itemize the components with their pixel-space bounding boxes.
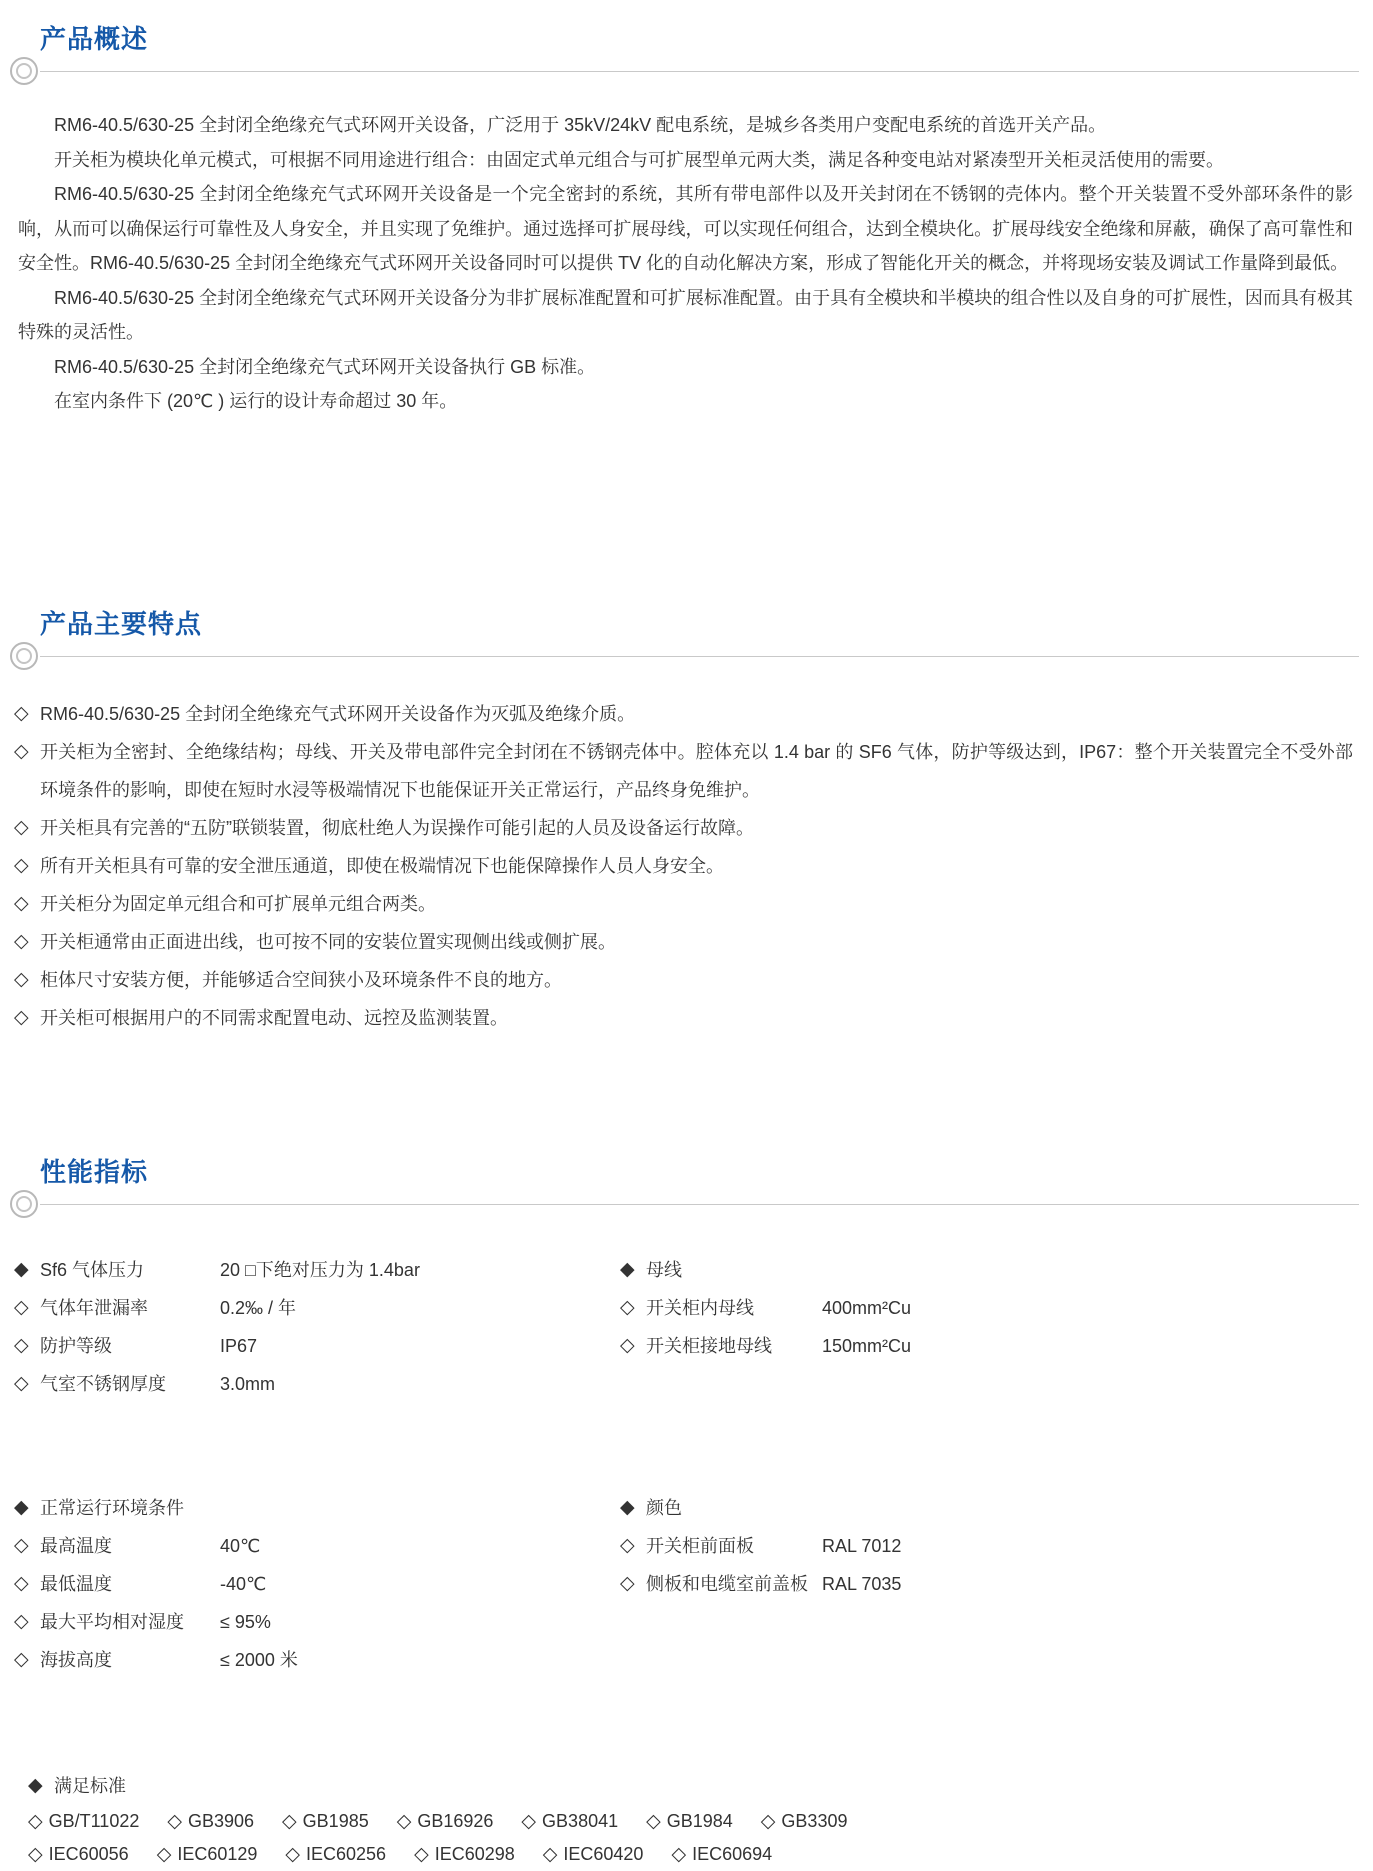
spec-row bbox=[620, 1289, 1353, 1327]
hollow-diamond-icon: ◇ bbox=[167, 1810, 182, 1832]
section-divider-line bbox=[40, 71, 1359, 72]
spec-row bbox=[620, 1527, 1353, 1565]
standard-item bbox=[167, 1805, 254, 1838]
spec-col-gas bbox=[14, 1251, 620, 1403]
spec-value: 400mm²Cu bbox=[822, 1297, 912, 1318]
hollow-diamond-icon: ◇ bbox=[14, 1610, 29, 1632]
standard-code: GB/T11022 bbox=[48, 1810, 140, 1831]
hollow-diamond-icon: ◇ bbox=[14, 1648, 29, 1670]
hollow-diamond-icon: ◇ bbox=[28, 1843, 43, 1865]
spec-value: 150mm²Cu bbox=[822, 1335, 912, 1356]
spec-value: 20 □下绝对压力为 1.4bar bbox=[220, 1259, 420, 1280]
spec-row bbox=[14, 1489, 620, 1527]
feature-item bbox=[14, 733, 1353, 809]
spec-value: 40℃ bbox=[220, 1535, 261, 1556]
spec-value bbox=[822, 1489, 1353, 1527]
hollow-diamond-icon: ◇ bbox=[14, 1334, 29, 1356]
hollow-diamond-icon: ◇ bbox=[14, 1372, 29, 1394]
standards-header-label: 满足标准 bbox=[54, 1775, 126, 1796]
standard-item bbox=[646, 1805, 733, 1838]
spec-label: 正常运行环境条件 bbox=[40, 1497, 184, 1518]
spec-row bbox=[620, 1565, 1353, 1603]
section-performance-specs bbox=[0, 1155, 1373, 1871]
filled-diamond-icon: ◆ bbox=[14, 1258, 29, 1280]
standards-row bbox=[28, 1805, 1333, 1838]
standard-code: IEC60298 bbox=[434, 1843, 515, 1864]
section-divider-line bbox=[40, 1204, 1359, 1205]
standards-header bbox=[28, 1767, 1333, 1805]
section-product-overview bbox=[0, 0, 1373, 419]
spec-value: ≤ 2000 米 bbox=[220, 1649, 298, 1670]
feature-item bbox=[14, 809, 1353, 847]
standard-code: GB3309 bbox=[781, 1810, 848, 1831]
standard-code: IEC60056 bbox=[48, 1843, 129, 1864]
features-section-header bbox=[0, 607, 1373, 673]
overview-paragraph: 开关柜为模块化单元模式，可根据不同用途进行组合：由固定式单元组合与可扩展型单元两大类，满足各种变电站对紧凑型开关柜灵活使用的需要。 bbox=[54, 149, 1224, 170]
spec-row bbox=[620, 1327, 1353, 1365]
spec-row bbox=[14, 1327, 620, 1365]
hollow-diamond-icon: ◇ bbox=[521, 1810, 537, 1832]
features-rule bbox=[0, 641, 1373, 673]
spec-row bbox=[620, 1251, 1353, 1289]
specs-section-header bbox=[0, 1155, 1373, 1221]
section-ring-icon bbox=[10, 1190, 38, 1218]
feature-item bbox=[14, 961, 1353, 999]
hollow-diamond-icon: ◇ bbox=[620, 1534, 635, 1556]
hollow-diamond-icon: ◇ bbox=[542, 1843, 558, 1865]
hollow-diamond-icon: ◇ bbox=[28, 1810, 43, 1832]
spec-row bbox=[14, 1641, 620, 1679]
hollow-diamond-icon: ◇ bbox=[14, 930, 29, 952]
spec-row bbox=[14, 1527, 620, 1565]
features-list bbox=[0, 673, 1373, 1037]
standards-block bbox=[14, 1767, 1353, 1871]
specs-body bbox=[0, 1221, 1373, 1871]
spec-value: IP67 bbox=[220, 1335, 258, 1356]
feature-item bbox=[14, 999, 1353, 1037]
standard-code: GB16926 bbox=[417, 1810, 494, 1831]
standard-item bbox=[414, 1838, 515, 1871]
hollow-diamond-icon: ◇ bbox=[620, 1572, 635, 1594]
feature-text: 开关柜通常由正面进出线，也可按不同的安装位置实现侧出线或侧扩展。 bbox=[40, 931, 616, 952]
hollow-diamond-icon: ◇ bbox=[646, 1810, 661, 1832]
spec-value: RAL 7012 bbox=[822, 1535, 902, 1556]
spec-value bbox=[822, 1251, 1353, 1289]
feature-text: 开关柜可根据用户的不同需求配置电动、远控及监测装置。 bbox=[40, 1007, 508, 1028]
spec-label: 气体年泄漏率 bbox=[40, 1297, 148, 1318]
overview-paragraph: RM6-40.5/630-25 全封闭全绝缘充气式环网开关设备，广泛用于 35kV/24kV 配电系统，是城乡各类用户变配电系统的首选开关产品。 bbox=[54, 115, 1107, 135]
spec-block-environment-color bbox=[14, 1489, 1353, 1679]
features-title: 产品主要特点 bbox=[40, 608, 203, 639]
feature-text: 开关柜分为固定单元组合和可扩展单元组合两类。 bbox=[40, 893, 436, 914]
standard-code: IEC60129 bbox=[177, 1843, 258, 1864]
hollow-diamond-icon: ◇ bbox=[14, 816, 29, 838]
hollow-diamond-icon: ◇ bbox=[282, 1810, 297, 1832]
hollow-diamond-icon: ◇ bbox=[14, 892, 29, 914]
standard-code: IEC60420 bbox=[563, 1843, 644, 1864]
standard-code: IEC60256 bbox=[306, 1843, 387, 1864]
hollow-diamond-icon: ◇ bbox=[14, 1006, 29, 1028]
overview-rule bbox=[0, 56, 1373, 88]
hollow-diamond-icon: ◇ bbox=[14, 740, 29, 762]
standard-code: GB1984 bbox=[666, 1810, 733, 1831]
hollow-diamond-icon: ◇ bbox=[14, 1296, 29, 1318]
spec-label: 海拔高度 bbox=[40, 1649, 112, 1670]
spec-value: -40℃ bbox=[220, 1573, 267, 1594]
feature-text: RM6-40.5/630-25 全封闭全绝缘充气式环网开关设备作为灭弧及绝缘介质。 bbox=[40, 703, 636, 724]
standard-item bbox=[28, 1838, 129, 1871]
standard-code: IEC60694 bbox=[692, 1843, 773, 1864]
feature-text: 开关柜具有完善的“五防”联锁装置，彻底杜绝人为误操作可能引起的人员及设备运行故障。 bbox=[40, 817, 754, 838]
feature-item bbox=[14, 695, 1353, 733]
overview-section-header bbox=[0, 22, 1373, 88]
standard-code: GB38041 bbox=[542, 1810, 619, 1831]
spec-label: 母线 bbox=[646, 1259, 682, 1280]
spec-label: 最大平均相对湿度 bbox=[40, 1611, 184, 1632]
hollow-diamond-icon: ◇ bbox=[414, 1843, 429, 1865]
spec-row bbox=[14, 1365, 620, 1403]
standard-item bbox=[543, 1838, 644, 1871]
standards-row bbox=[28, 1838, 1333, 1871]
spec-row bbox=[14, 1603, 620, 1641]
section-divider-line bbox=[40, 656, 1359, 657]
spec-label: 最低温度 bbox=[40, 1573, 112, 1594]
section-main-features bbox=[0, 607, 1373, 1037]
spec-row bbox=[620, 1489, 1353, 1527]
spec-row bbox=[14, 1251, 620, 1289]
hollow-diamond-icon: ◇ bbox=[14, 1572, 29, 1594]
overview-paragraph: RM6-40.5/630-25 全封闭全绝缘充气式环网开关设备是一个完全密封的系统，其所有带电部件以及开关封闭在不锈钢的壳体内。整个开关装置不受外部环条件的影响，从而可以确保运行可靠性及人身安全，并且实现了免维护。通过选择可扩展母线，可以实现任何组合，达到全模块化。扩展母线安全绝缘和屏蔽，确保了高可靠性和安全性。RM6-40.5/630-25 全封闭全绝缘充气式环网开关设备同时可以提供 TV 化的自动化解决方案，形成了智能化开关的概念，并将现场安装及调试工作量降到最低。 bbox=[18, 184, 1353, 273]
feature-item bbox=[14, 923, 1353, 961]
hollow-diamond-icon: ◇ bbox=[14, 702, 29, 724]
spec-row bbox=[14, 1289, 620, 1327]
spec-value: ≤ 95% bbox=[220, 1611, 271, 1632]
hollow-diamond-icon: ◇ bbox=[156, 1843, 172, 1865]
overview-paragraph: RM6-40.5/630-25 全封闭全绝缘充气式环网开关设备执行 GB 标准。 bbox=[54, 356, 596, 377]
hollow-diamond-icon: ◇ bbox=[620, 1296, 635, 1318]
hollow-diamond-icon: ◇ bbox=[620, 1334, 635, 1356]
hollow-diamond-icon: ◇ bbox=[14, 1534, 29, 1556]
specs-rule bbox=[0, 1189, 1373, 1221]
feature-item bbox=[14, 847, 1353, 885]
feature-text: 所有开关柜具有可靠的安全泄压通道，即使在极端情况下也能保障操作人员人身安全。 bbox=[40, 855, 724, 876]
standard-code: GB3906 bbox=[187, 1810, 255, 1831]
overview-paragraph: RM6-40.5/630-25 全封闭全绝缘充气式环网开关设备分为非扩展标准配置和可扩展标准配置。由于具有全模块和半模块的组合性以及自身的可扩展性，因而具有极其特殊的灵活性。 bbox=[18, 287, 1353, 342]
overview-paragraph: 在室内条件下 (20℃ ) 运行的设计寿命超过 30 年。 bbox=[54, 391, 458, 411]
standard-item bbox=[157, 1838, 258, 1871]
spec-col-color bbox=[620, 1489, 1353, 1679]
hollow-diamond-icon: ◇ bbox=[14, 968, 29, 990]
filled-diamond-icon: ◆ bbox=[14, 1496, 29, 1518]
spec-label: 气室不锈钢厚度 bbox=[40, 1373, 166, 1394]
feature-text: 柜体尺寸安装方便，并能够适合空间狭小及环境条件不良的地方。 bbox=[40, 969, 562, 990]
specs-title: 性能指标 bbox=[40, 1156, 149, 1187]
standard-item bbox=[761, 1805, 848, 1838]
overview-paragraphs bbox=[0, 88, 1373, 419]
spec-label: 侧板和电缆室前盖板 bbox=[646, 1573, 808, 1594]
hollow-diamond-icon: ◇ bbox=[760, 1810, 776, 1832]
spec-value: RAL 7035 bbox=[822, 1573, 902, 1594]
standards-rows bbox=[28, 1805, 1333, 1871]
filled-diamond-icon: ◆ bbox=[620, 1496, 635, 1518]
spec-label: 开关柜接地母线 bbox=[646, 1335, 772, 1356]
section-ring-icon bbox=[10, 642, 38, 670]
filled-diamond-icon: ◆ bbox=[620, 1258, 635, 1280]
section-ring-icon bbox=[10, 57, 38, 85]
hollow-diamond-icon: ◇ bbox=[285, 1843, 300, 1865]
standard-item bbox=[282, 1805, 369, 1838]
hollow-diamond-icon: ◇ bbox=[396, 1810, 412, 1832]
standard-code: GB1985 bbox=[302, 1810, 369, 1831]
spec-label: 开关柜内母线 bbox=[646, 1297, 754, 1318]
feature-text: 开关柜为全密封、全绝缘结构；母线、开关及带电部件完全封闭在不锈钢壳体中。腔体充以 1.4 bar 的 SF6 气体，防护等级达到，IP67：整个开关装置完全不受外部环境条件的影响，即使在短时水浸等极端情况下也能保证开关正常运行，产品终身免维护。 bbox=[40, 741, 1353, 800]
spec-label: Sf6 气体压力 bbox=[40, 1259, 145, 1280]
spec-row bbox=[14, 1565, 620, 1603]
spec-label: 颜色 bbox=[646, 1497, 682, 1518]
spec-value bbox=[220, 1489, 620, 1527]
standard-item bbox=[671, 1838, 772, 1871]
filled-diamond-icon: ◆ bbox=[28, 1774, 43, 1796]
spec-label: 防护等级 bbox=[40, 1335, 112, 1356]
hollow-diamond-icon: ◇ bbox=[14, 854, 29, 876]
overview-title: 产品概述 bbox=[40, 24, 149, 54]
spec-block-gas-busbar bbox=[14, 1251, 1353, 1403]
spec-col-environment bbox=[14, 1489, 620, 1679]
standard-item bbox=[521, 1805, 618, 1838]
spec-col-busbar bbox=[620, 1251, 1353, 1403]
hollow-diamond-icon: ◇ bbox=[671, 1843, 687, 1865]
spec-label: 开关柜前面板 bbox=[646, 1535, 754, 1556]
feature-item bbox=[14, 885, 1353, 923]
section-ring-inner-icon bbox=[16, 1196, 32, 1212]
spec-value: 0.2‰ / 年 bbox=[220, 1297, 297, 1318]
section-ring-inner-icon bbox=[16, 63, 32, 79]
standard-item bbox=[285, 1838, 386, 1871]
section-ring-inner-icon bbox=[16, 648, 32, 664]
spec-label: 最高温度 bbox=[40, 1535, 112, 1556]
standard-item bbox=[397, 1805, 494, 1838]
standard-item bbox=[28, 1805, 139, 1838]
spec-value: 3.0mm bbox=[220, 1373, 276, 1394]
